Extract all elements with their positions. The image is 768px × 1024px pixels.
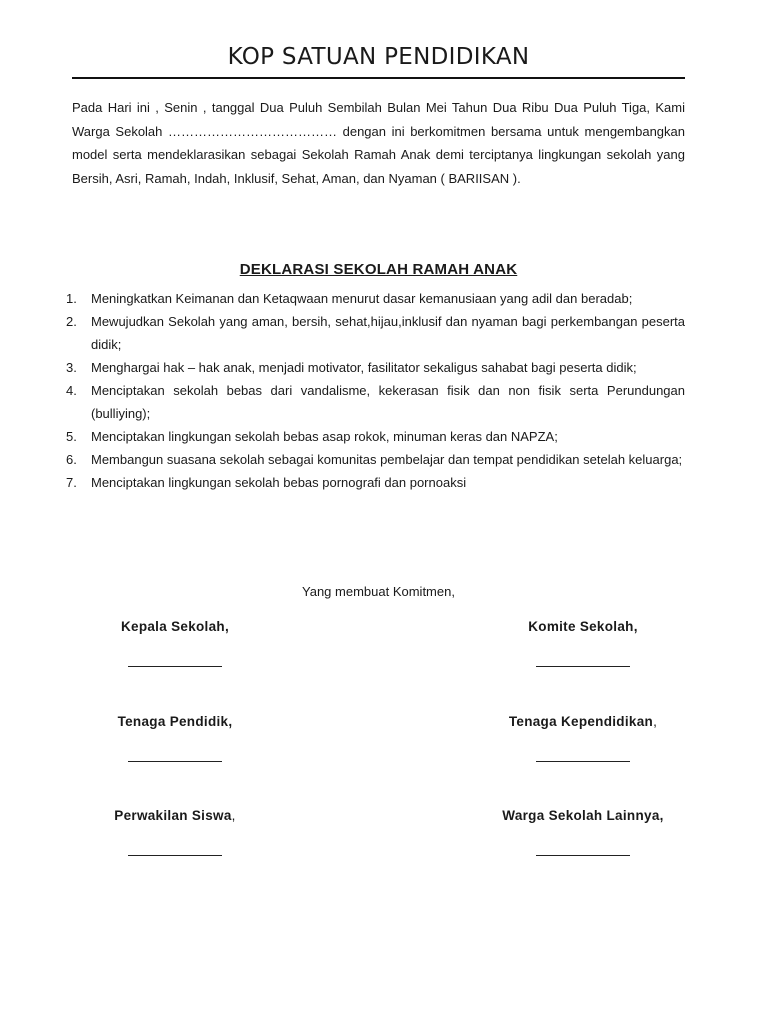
signature-role	[45, 714, 305, 729]
list-item-number: 1.	[66, 291, 77, 306]
declaration-list	[66, 287, 685, 494]
signature-line	[536, 761, 630, 762]
signature-role-name: Tenaga Kependidikan	[508, 714, 654, 729]
list-item	[66, 448, 685, 471]
signature-line	[536, 855, 630, 856]
list-item-text: Mewujudkan Sekolah yang aman, bersih, sehat,hijau,inklusif dan nyaman bagi perkembangan peserta didik;	[91, 314, 685, 352]
signature-warga-sekolah-lainnya	[453, 808, 713, 856]
signature-role-suffix: ,	[659, 808, 664, 823]
intro-paragraph	[72, 96, 685, 190]
signature-role	[45, 808, 305, 823]
list-item	[66, 356, 685, 379]
declaration-title: DEKLARASI SEKOLAH RAMAH ANAK	[239, 261, 518, 278]
list-item-text: Membangun suasana sekolah sebagai komunitas pembelajar dan tempat pendidikan setelah keluarga;	[91, 452, 683, 467]
list-item-text: Menciptakan sekolah bebas dari vandalisme, kekerasan fisik dan non fisik serta Perundungan (bulliying);	[91, 383, 685, 421]
signature-role-suffix: ,	[228, 714, 233, 729]
list-item	[66, 471, 685, 494]
list-item-number: 3.	[66, 360, 77, 375]
list-item	[66, 379, 685, 425]
signature-role-suffix: ,	[224, 619, 230, 634]
signature-role-suffix: ,	[231, 808, 236, 823]
signature-line	[128, 761, 222, 762]
signature-kepala-sekolah	[45, 619, 305, 667]
signature-role-name: Komite Sekolah	[528, 619, 634, 634]
signature-line	[128, 855, 222, 856]
signature-role-name: Kepala Sekolah	[120, 619, 225, 634]
list-item-number: 2.	[66, 314, 77, 329]
signature-role-suffix: ,	[633, 619, 638, 634]
signature-role	[453, 808, 713, 823]
page-title: KOP SATUAN PENDIDIKAN	[227, 44, 530, 70]
signature-line	[128, 666, 222, 667]
signature-role	[453, 619, 713, 634]
list-item-number: 5.	[66, 429, 77, 444]
list-item	[66, 425, 685, 448]
list-item	[66, 310, 685, 356]
list-item-text: Menciptakan lingkungan sekolah bebas pornografi dan pornoaksi	[91, 475, 467, 490]
signature-komite-sekolah	[453, 619, 713, 667]
commitment-label: Yang membuat Komitmen,	[302, 584, 455, 599]
list-item-number: 6.	[66, 452, 77, 467]
signature-tenaga-pendidik	[45, 714, 305, 762]
signature-role-name: Perwakilan Siswa	[114, 808, 232, 823]
signature-line	[536, 666, 630, 667]
list-item-number: 7.	[66, 475, 77, 490]
signature-role-name: Warga Sekolah Lainnya	[502, 808, 660, 823]
list-item-text: Menciptakan lingkungan sekolah bebas asap rokok, minuman keras dan NAPZA;	[91, 429, 558, 444]
signature-tenaga-kependidikan	[453, 714, 713, 762]
list-item-text: Meningkatkan Keimanan dan Ketaqwaan menurut dasar kemanusiaan yang adil dan beradab;	[91, 291, 633, 306]
header-divider	[72, 77, 685, 79]
signature-perwakilan-siswa	[45, 808, 305, 856]
list-item-number: 4.	[66, 383, 77, 398]
signature-role-name: Tenaga Pendidik	[117, 714, 229, 729]
signature-role	[453, 714, 713, 729]
intro-text: Pada Hari ini , Senin , tanggal Dua Puluh Sembilah Bulan Mei Tahun Dua Ribu Dua Puluh Tiga, Kami Warga Sekolah ………………………………… dengan ini berkomitmen bersama untuk mengembangkan model serta mendeklarasikan sebagai Sekolah Ramah Anak demi terciptanya lingkungan sekolah yang Bersih, Asri, Ramah, Indah, Inklusif, Sehat, Aman, dan Nyaman ( BARIISAN ).	[72, 100, 685, 186]
list-item	[66, 287, 685, 310]
signature-role	[45, 619, 305, 634]
signature-role-suffix: ,	[653, 714, 658, 729]
list-item-text: Menghargai hak – hak anak, menjadi motivator, fasilitator sekaligus sahabat bagi peserta didik;	[91, 360, 637, 375]
